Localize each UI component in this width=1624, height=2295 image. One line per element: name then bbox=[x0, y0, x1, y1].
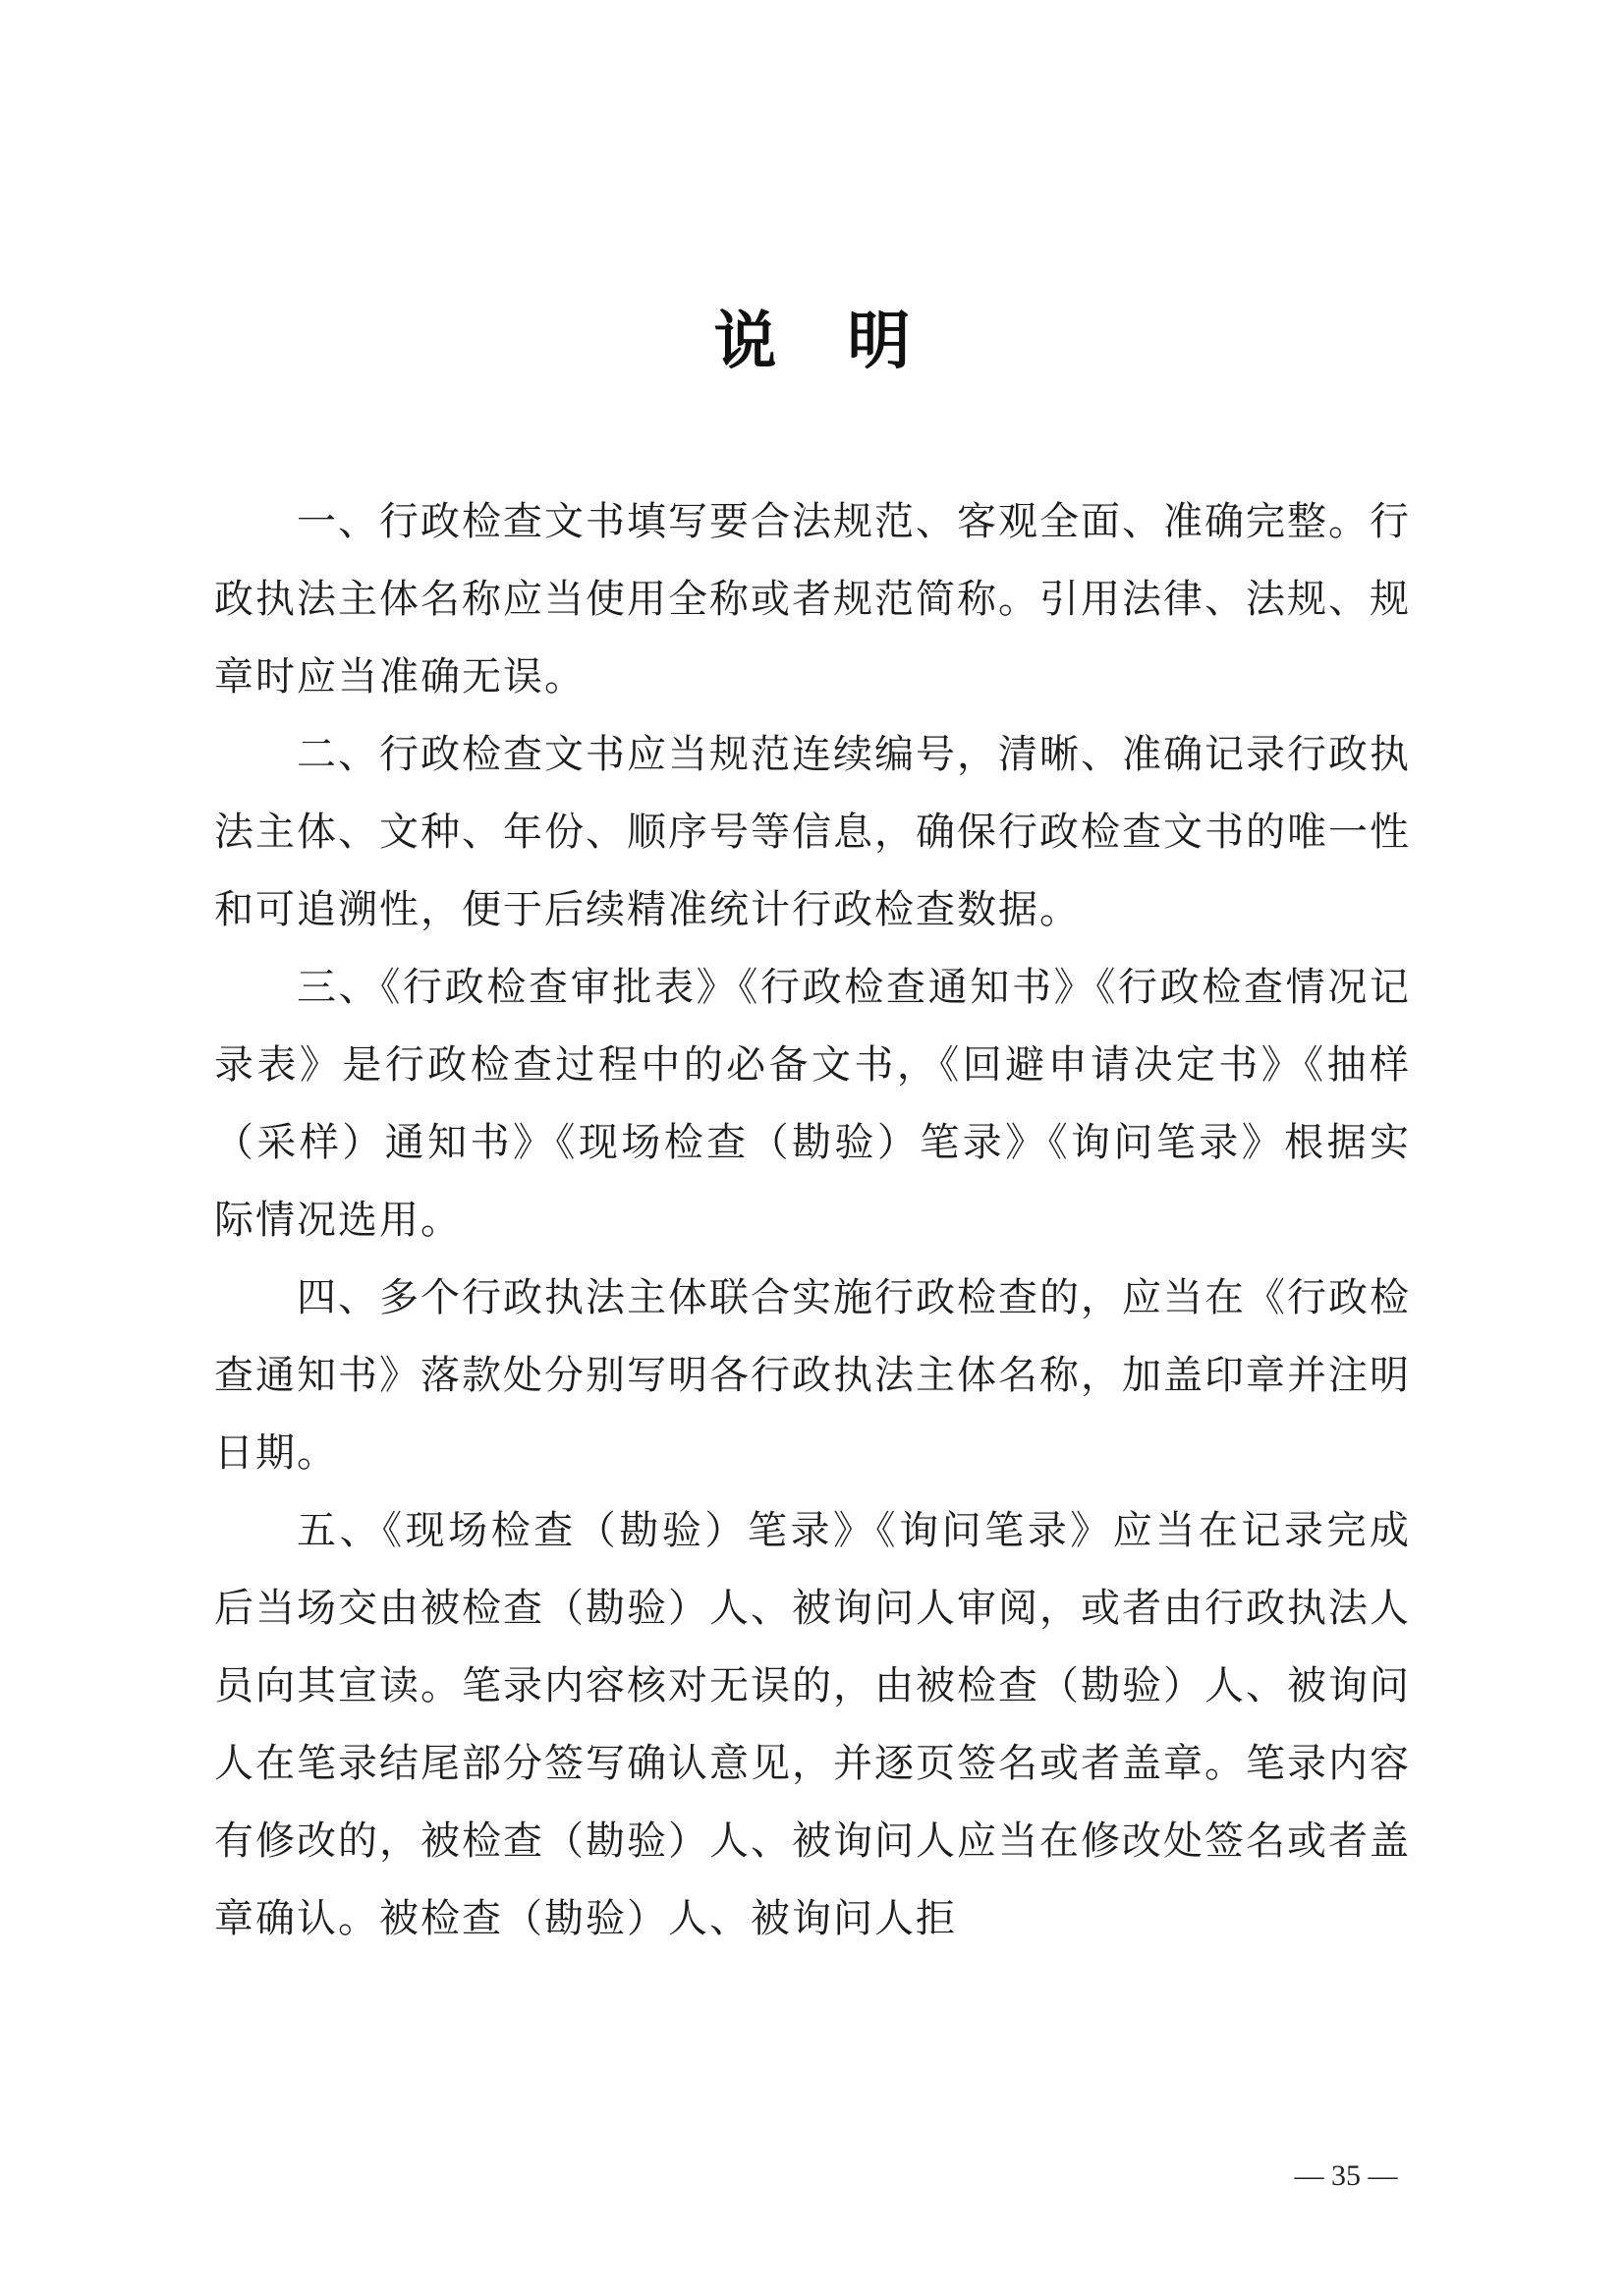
paragraph-2: 二、行政检查文书应当规范连续编号，清晰、准确记录行政执法主体、文种、年份、顺序号等信息，确保行政检查文书的唯一性和可追溯性，便于后续精准统计行政检查数据。 bbox=[214, 732, 1411, 932]
paragraph-1: 一、行政检查文书填写要合法规范、客观全面、准确完整。行政执法主体名称应当使用全称或者规范简称。引用法律、法规、规章时应当准确无误。 bbox=[214, 499, 1411, 700]
body-text bbox=[214, 483, 1411, 1958]
page-title: 说明 bbox=[713, 306, 981, 378]
paragraph-5: 五、《现场检查（勘验）笔录》《询问笔录》应当在记录完成后当场交由被检查（勘验）人、被询问人审阅，或者由行政执法人员向其宣读。笔录内容核对无误的，由被检查（勘验）人、被询问人在笔录结尾部分签写确认意见，并逐页签名或者盖章。笔录内容有修改的，被检查（勘验）人、被询问人应当在修改处签名或者盖章确认。被检查（勘验）人、被询问人拒 bbox=[214, 1508, 1411, 1941]
paragraph-4: 四、多个行政执法主体联合实施行政检查的，应当在《行政检查通知书》落款处分别写明各行政执法主体名称，加盖印章并注明日期。 bbox=[214, 1275, 1411, 1476]
paragraph-3: 三、《行政检查审批表》《行政检查通知书》《行政检查情况记录表》是行政检查过程中的必备文书，《回避申请决定书》《抽样（采样）通知书》《现场检查（勘验）笔录》《询问笔录》根据实际情况选用。 bbox=[214, 965, 1411, 1243]
page-number: — 35 — bbox=[1294, 2159, 1398, 2192]
